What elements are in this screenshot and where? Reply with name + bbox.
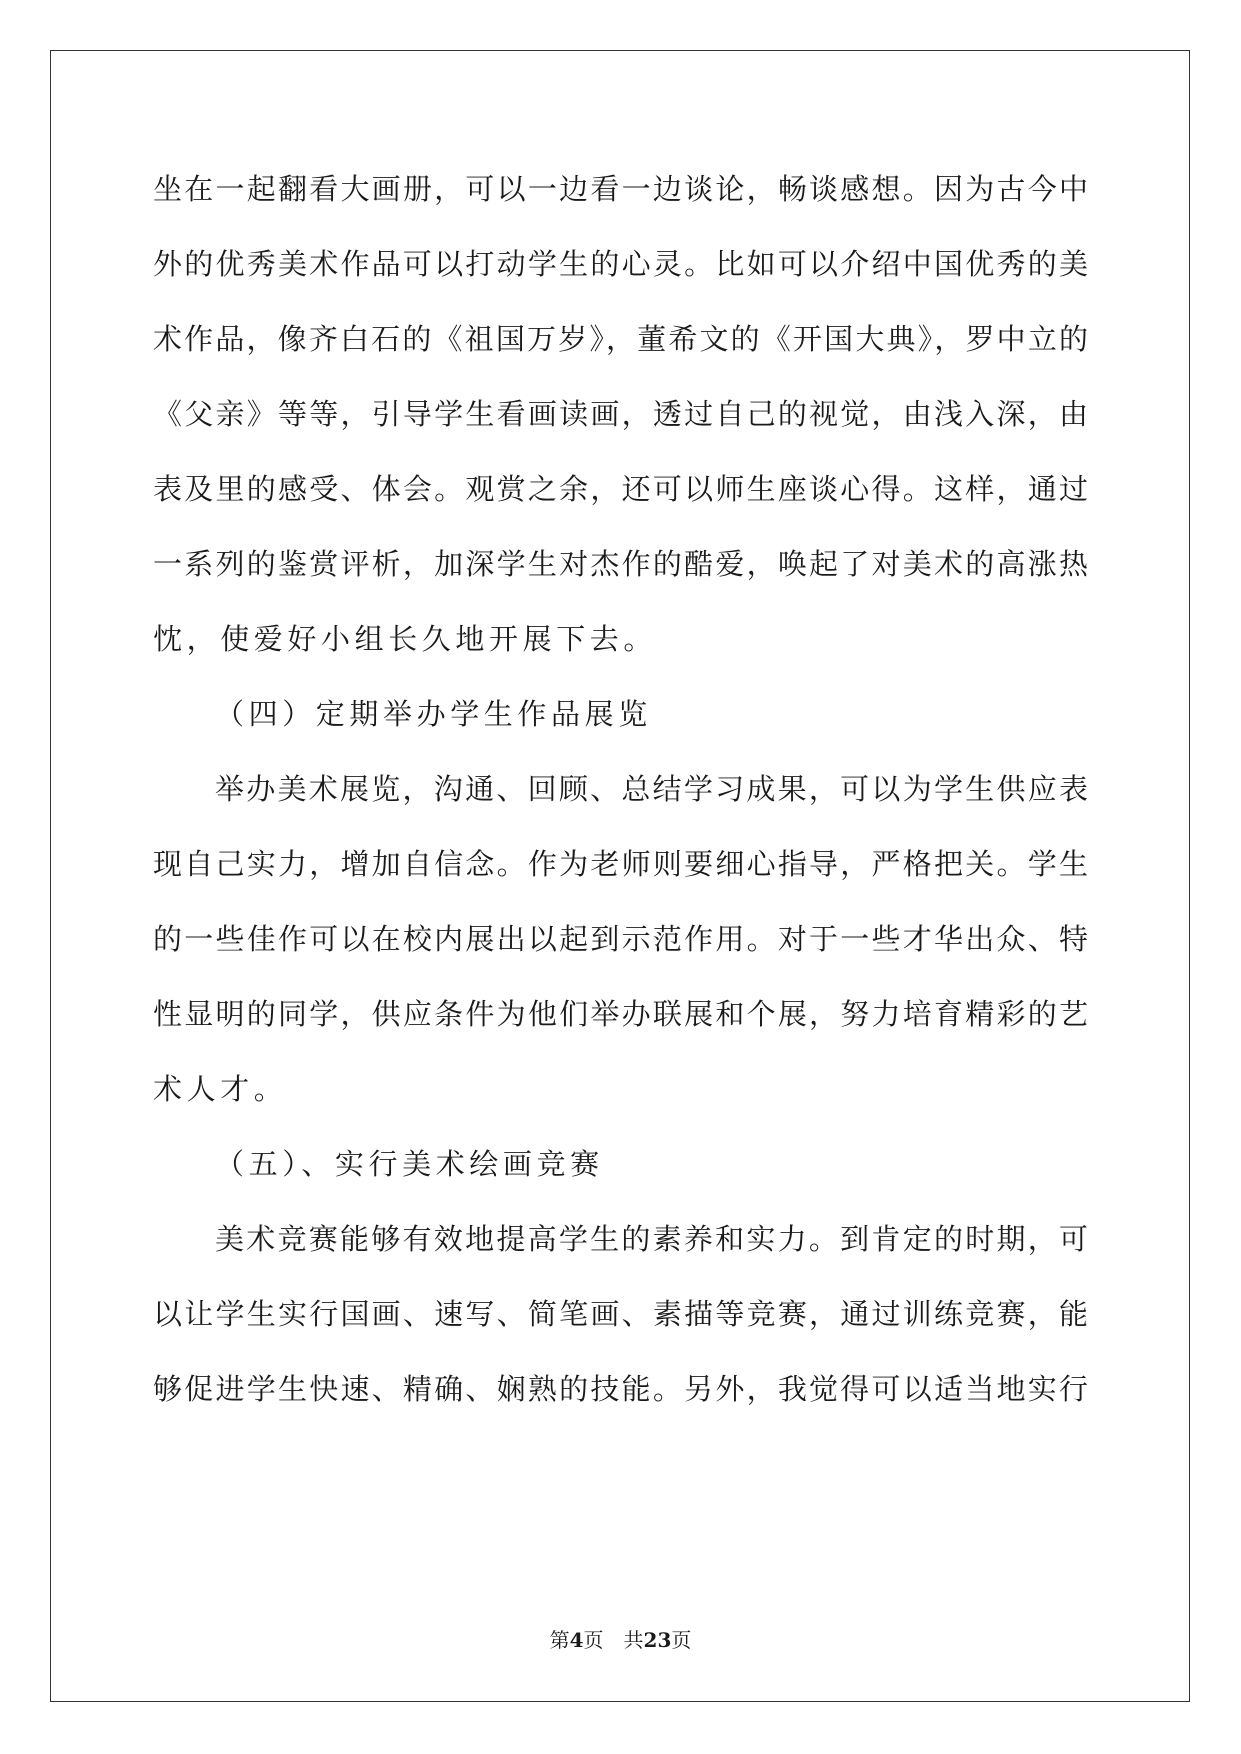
total-suffix: 页 <box>671 1628 692 1652</box>
total-prefix: 共 <box>623 1628 644 1652</box>
page-number: 4 <box>569 1628 584 1652</box>
page-prefix: 第 <box>549 1628 570 1652</box>
total-pages: 23 <box>643 1628 672 1652</box>
section-heading: （四）定期举办学生作品展览 <box>215 697 652 731</box>
text-line: 《父亲》等等，引导学生看画读画，透过自己的视觉，由浅入深，由 <box>153 397 1088 431</box>
text-line: 表及里的感受、体会。观赏之余，还可以师生座谈心得。这样，通过 <box>153 472 1088 506</box>
document-body <box>153 166 1088 1441</box>
text-line: 美术竞赛能够有效地提高学生的素养和实力。到肯定的时期，可 <box>215 1222 1088 1256</box>
text-line: 术作品，像齐白石的《祖国万岁》，董希文的《开国大典》，罗中立的 <box>153 322 1088 356</box>
text-line: 忱，使爱好小组长久地开展下去。 <box>153 622 658 656</box>
text-line: 举办美术展览，沟通、回顾、总结学习成果，可以为学生供应表 <box>215 772 1088 806</box>
text-line: 坐在一起翻看大画册，可以一边看一边谈论，畅谈感想。因为古今中 <box>153 172 1088 206</box>
text-line: 性显明的同学，供应条件为他们举办联展和个展，努力培育精彩的艺 <box>153 997 1088 1031</box>
text-line: 一系列的鉴赏评析，加深学生对杰作的酷爱，唤起了对美术的高涨热 <box>153 547 1088 581</box>
text-line: 够促进学生快速、精确、娴熟的技能。另外，我觉得可以适当地实行 <box>153 1372 1088 1406</box>
text-line: 术人才。 <box>153 1072 288 1106</box>
text-line: 外的优秀美术作品可以打动学生的心灵。比如可以介绍中国优秀的美 <box>153 247 1088 281</box>
text-line: 以让学生实行国画、速写、简笔画、素描等竞赛，通过训练竞赛，能 <box>153 1297 1088 1331</box>
text-line: 现自己实力，增加自信念。作为老师则要细心指导，严格把关。学生 <box>153 847 1088 881</box>
page-suffix: 页 <box>583 1628 604 1652</box>
text-line: 的一些佳作可以在校内展出以起到示范作用。对于一些才华出众、特 <box>153 922 1088 956</box>
section-heading: （五）、实行美术绘画竞赛 <box>215 1147 604 1181</box>
page-footer <box>0 1626 1241 1654</box>
